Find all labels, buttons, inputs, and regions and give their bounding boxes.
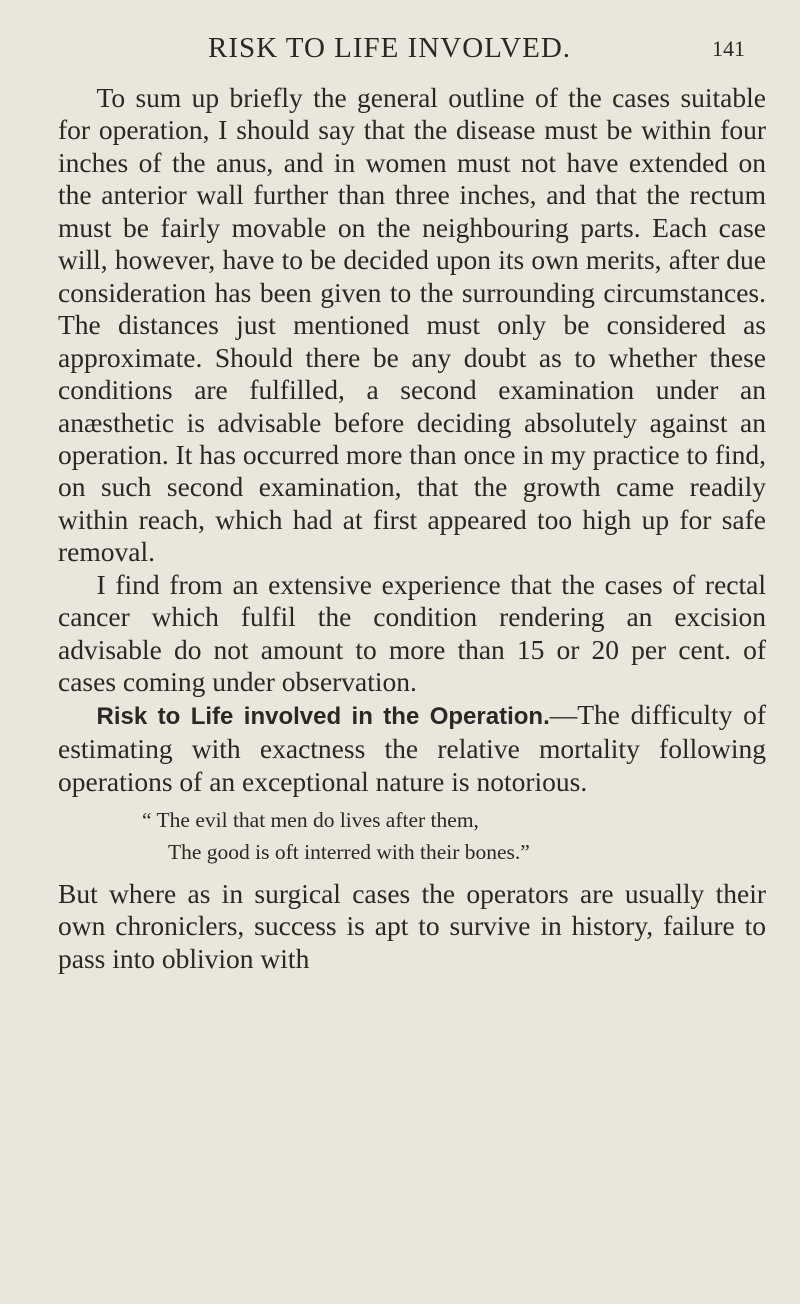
body-text [58,82,766,975]
paragraph-chroniclers: But where as in surgical cases the operators are usually their own chroniclers, success is apt to survive in history, failure to pass into oblivion with [58,877,766,974]
running-head [0,28,800,68]
section-heading: Risk to Life involved in the Operation. [96,702,550,730]
paragraph-risk [58,699,766,798]
paragraph-risk-text: —The difficulty of estimating with exactness the relative mortality following operations of an exceptional nature is notorious. [58,698,766,797]
paragraph-percentage: I find from an extensive experience that the cases of rectal cancer which fulfil the condition rendering an excision advisable do not amount to more than 15 or 20 per cent. of cases coming under observation. [58,568,766,698]
quote-line-2: The good is oft interred with their bones.” [168,839,530,864]
running-title: RISK TO LIFE INVOLVED. [208,32,572,64]
paragraph-summary: To sum up briefly the general outline of the cases suitable for operation, I should say that the disease must be within four inches of the anus, and in women must not have extended on the anterior wall further than three inches, and that the rectum must be fairly movable on the neighbouring parts. Each case will, however, have to be decided upon its own merits, after due consideration has been given to the surrounding circumstances. The distances just mentioned must only be considered as approximate. Should there be any doubt as to whether these conditions are fulfilled, a second examination under an anæsthetic is advisable before deciding absolutely against an operation. It has occurred more than once in my practice to find, on such second examination, that the growth came readily within reach, which had at first appeared too high up for safe removal. [58,82,766,568]
page-number: 141 [712,36,745,61]
block-quote [58,804,766,868]
quote-line-1: “ The evil that men do lives after them, [142,807,479,832]
